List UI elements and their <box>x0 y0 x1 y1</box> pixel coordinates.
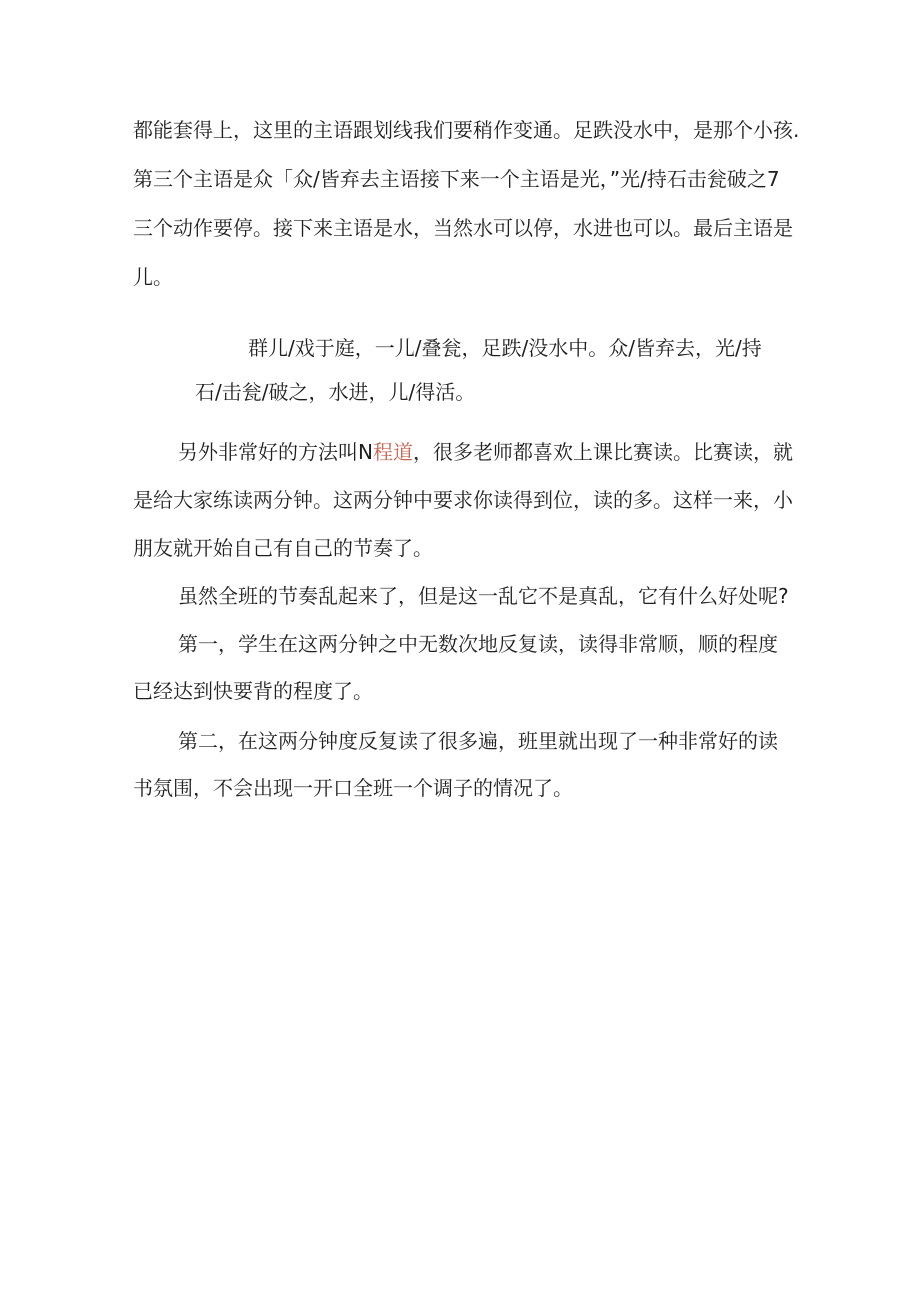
paragraph <box>0 428 920 572</box>
text-segment: ，很多老师都喜欢上课比赛读。比赛读，就 <box>412 440 793 464</box>
paragraph <box>0 106 920 302</box>
text-line: 虽然全班的节奏乱起来了，但是这一乱它不是真乱，它有什么好处呢? <box>178 584 789 608</box>
text-line: 第二，在这两分钟度反复读了很多遍，班里就出现了一种非常好的读 <box>178 729 778 753</box>
quote-line: 石/击瓮/破之，水进，儿/得活。 <box>195 380 476 404</box>
text-line: 已经达到快要背的程度了。 <box>133 679 373 703</box>
text-line <box>0 428 920 476</box>
text-line: 第三个主语是众「众/皆弃去主语接下来一个主语是光，”光/持石击瓮破之7 <box>133 167 780 191</box>
text-line: 儿。 <box>133 265 173 289</box>
text-line: 第一，学生在这两分钟之中无数次地反复读，读得非常顺，顺的程度 <box>178 632 778 656</box>
quote-line: 群儿/戏于庭，一儿/叠瓮，足跌/没水中。众/皆弃去，光/持 <box>248 336 762 360</box>
text-line: 书氛围，不会出现一开口全班一个调子的情况了。 <box>133 776 573 800</box>
text-line: 朋友就开始自己有自己的节奏了。 <box>133 536 433 560</box>
paragraph <box>0 621 920 715</box>
paragraph <box>0 718 920 812</box>
paragraph <box>0 572 920 620</box>
text-line: 是给大家练读两分钟。这两分钟中要求你读得到位，读的多。这样一来，小 <box>133 488 793 512</box>
highlighted-text: 程道 <box>372 440 413 464</box>
quoted-passage <box>0 326 920 414</box>
text-line: 都能套得上，这里的主语跟划线我们要稍作变通。足跌没水中，是那个小孩. <box>133 118 800 142</box>
text-segment: 另外非常好的方法叫N <box>178 440 373 464</box>
text-line: 三个动作要停。接下来主语是水，当然水可以停，水进也可以。最后主语是 <box>133 216 793 240</box>
